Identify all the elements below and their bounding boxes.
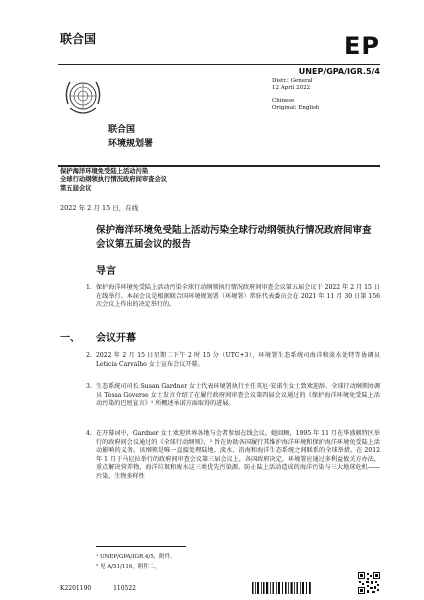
meeting-date: 2022 年 2 月 15 日，在线 — [60, 204, 139, 212]
meeting-line-1: 保护海洋环境免受陆上活动污染 — [60, 168, 149, 175]
distr-line: Distr.: General — [272, 78, 313, 84]
paragraph-4 — [86, 430, 380, 482]
footnote-2: ² 见 A/51/116，附件二。 — [96, 564, 160, 570]
paragraph-text: 在开幕词中，Gardner 女士欢迎世界各地与会者参加在线会议。她回顾，1995 年 11 月在华盛顿特区举行的政府间会议通过的《全球行动纲领》，² 旨在协助各国履行其维护海洋环境和保护海洋环境免受陆上活动影响的义务。该纲领是唯一直接处理陆地、淡水、沿海和海洋生态系统之间联系的全球举措。在 2012 年 1 月于马尼拉举行的政府间审查会议第三届会议上，各国政府决定，环境署应通过多利益攸关方办法，重点解决营养物、海洋垃圾和废水这三类优先污染源。防止陆上活动造成的海洋污染与三大地球危机——污染、生物多样性 — [96, 430, 380, 480]
document-code — [60, 585, 136, 592]
unep-title — [108, 123, 153, 151]
paragraph-number: 2. — [86, 352, 92, 359]
qr-code-icon — [358, 572, 380, 594]
job-number: K2201190 — [60, 585, 92, 592]
document-symbol: UNEP/GPA/IGR.5/4 — [298, 67, 380, 76]
date-line: 12 April 2022 — [272, 85, 311, 91]
meeting-line-2: 全球行动纲领执行情况政府间审查会议 — [60, 176, 168, 184]
report-title: 保护海洋环境免受陆上活动污染全球行动纲领执行情况政府间审查会议第五届会议的报告 — [96, 225, 372, 250]
original-line: Original: English — [272, 105, 320, 111]
paragraph-number: 1. — [86, 284, 92, 291]
section-number: 一、 — [60, 333, 80, 344]
paragraph-text: 生态系统司司长 Susan Gardner 女士代表环境署执行主任英厄·安诺生女士致欢迎辞。全球行动纲领协调员 Tessa Goverse 女士发言介绍了在履行政府间审查会议第四届会议通过的《保护海洋环境免受陆上活动污染的巴厘宣言》¹ 所概述承诺方面取得的进展。 — [96, 383, 380, 408]
footnote-rule — [96, 546, 186, 547]
paragraph-2 — [86, 352, 380, 369]
org-name: 联合国 — [60, 32, 97, 46]
header-rule — [58, 165, 380, 167]
paragraph-1 — [86, 284, 380, 310]
paragraph-number: 3. — [86, 383, 92, 390]
meeting-line-3: 第五届会议 — [60, 184, 92, 192]
distribution-meta — [272, 78, 319, 112]
paragraph-number: 4. — [86, 430, 92, 437]
barcode-icon — [252, 582, 312, 594]
section-heading: 会议开幕 — [96, 333, 136, 344]
paragraph-3 — [86, 383, 380, 409]
unep-line-2: 环境规划署 — [108, 139, 154, 149]
paragraph-text: 保护海洋环境免受陆上活动污染全球行动纲领执行情况政府间审查会议第五届会议于 2022 年 2 月 15 日在线举行。本届会议是根据联合国环境规划署（环境署）常驻代表委员会在 2021 年 11 月 30 日第 156 次会议上作出的决定举行的。 — [96, 284, 380, 309]
intro-heading: 导言 — [96, 266, 116, 277]
ep-mark: EP — [344, 32, 380, 60]
paragraph-text: 2022 年 2 月 15 日星期二下午 2 时 15 分（UTC+3），环境署生态系统司海洋和淡水处特等协调员 Leticia Carvalho 女士宣布会议开幕。 — [96, 352, 380, 368]
job-date: 110522 — [113, 585, 136, 592]
top-rule — [58, 64, 380, 65]
language-line: Chinese — [272, 98, 295, 104]
meeting-header — [60, 168, 167, 193]
un-emblem-icon — [60, 74, 106, 120]
unep-line-1: 联合国 — [108, 125, 136, 135]
footnote-1: ¹ UNEP/GPA/IGR.4/5，附件。 — [96, 554, 176, 560]
